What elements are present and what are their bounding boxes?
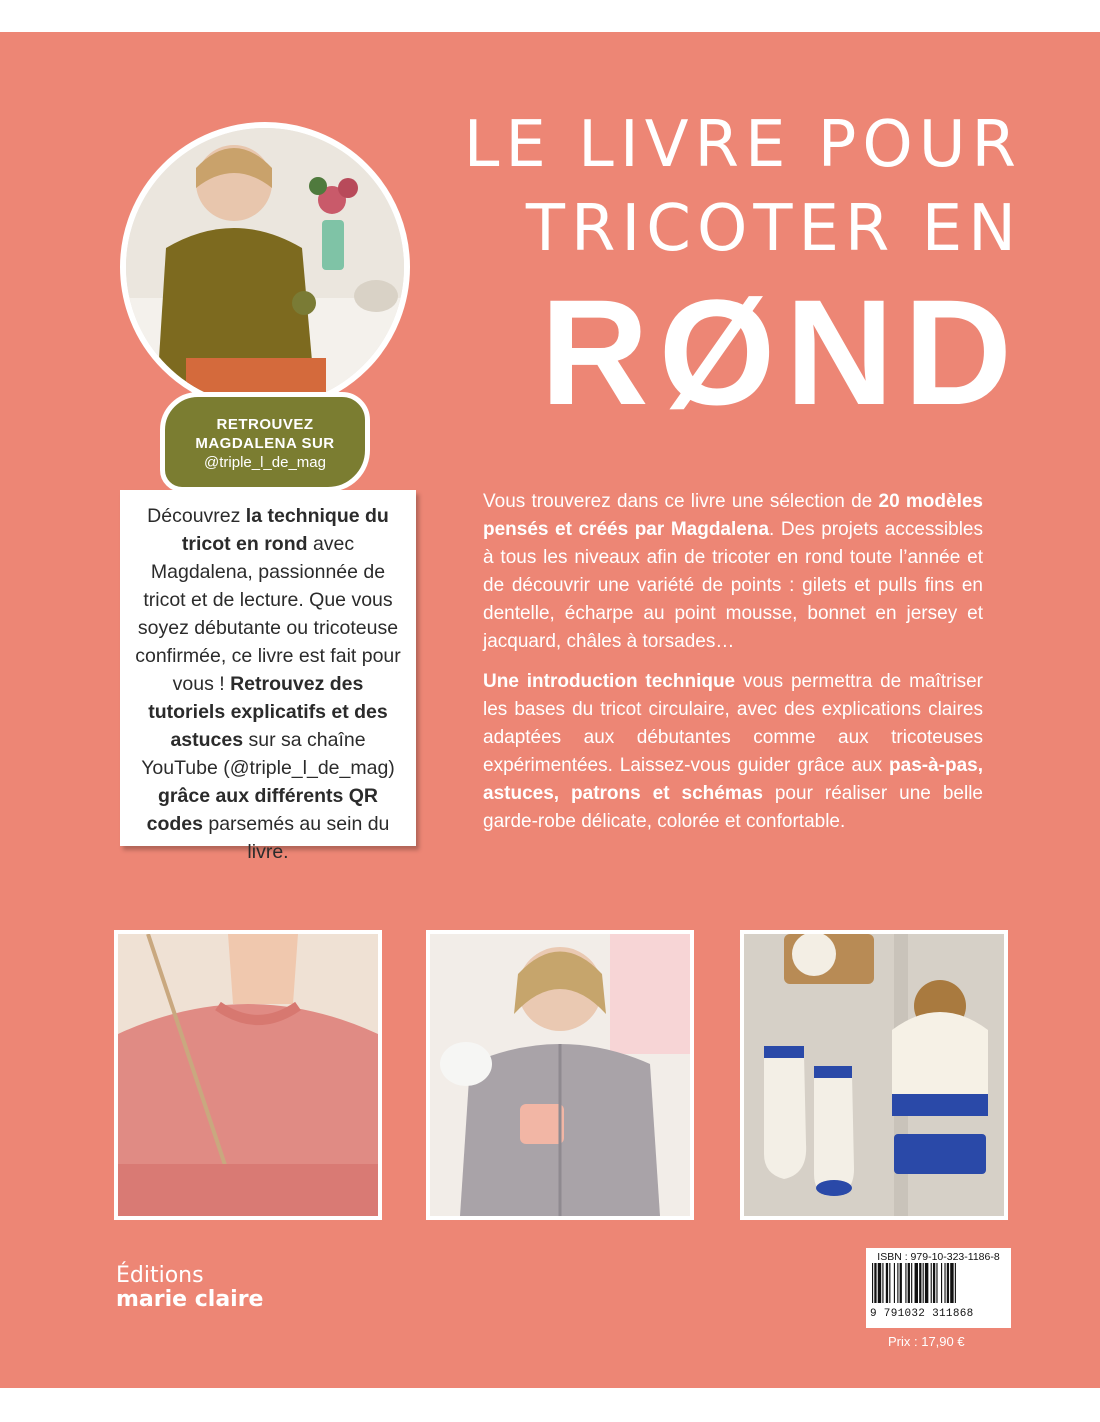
barcode-bar (900, 1263, 902, 1303)
p2-text-2: pour réaliser une belle garde-robe délicate, colorée et confortable. (483, 783, 983, 832)
publisher-logo (116, 1264, 263, 1312)
title-line-3: RØND (540, 268, 1022, 436)
author-portrait (120, 122, 410, 412)
photo-grey-cardigan (426, 930, 694, 1220)
description-paragraph-2 (483, 668, 983, 836)
barcode-bar (911, 1263, 912, 1303)
price: Prix : 17,90 € (888, 1334, 965, 1349)
photo-pink-sweater (114, 930, 382, 1220)
photo-socks-and-beanie (740, 930, 1008, 1220)
panel-bold-1: la technique du tricot en rond (181, 505, 389, 555)
barcode-bar (874, 1263, 876, 1303)
panel-bold-2: Retrouvez des tutoriels explicatifs et des astuces (148, 673, 388, 751)
author-social-bubble (160, 392, 370, 492)
barcode-bar (933, 1263, 935, 1303)
barcode-bar (950, 1263, 953, 1303)
barcode-bar (915, 1263, 918, 1303)
barcode-bar (944, 1263, 945, 1303)
barcode-bar (941, 1263, 942, 1303)
barcode-digits: 9 791032 311868 (870, 1308, 974, 1320)
barcode (866, 1248, 1011, 1328)
barcode-bar (894, 1263, 895, 1303)
barcode-bar (872, 1263, 873, 1303)
p1-text-1: Vous trouverez dans ce livre une sélection de (483, 491, 879, 512)
barcode-bars (870, 1263, 1007, 1303)
panel-text-4: parsemés au sein du livre. (202, 813, 390, 863)
description (483, 488, 983, 848)
publisher-line-2: marie claire (116, 1287, 264, 1312)
p2-bold-2: pas-à-pas, astuces, patrons et schémas (483, 755, 983, 804)
p1-text-2: . Des projets accessibles à tous les niveaux afin de tricoter en rond toute l’année et de découvrir une variété de points : gilets et pulls fins en dentelle, écharpe au point mousse, bonnet en jersey et jacquard, châles à torsades… (483, 519, 983, 652)
barcode-bar (889, 1263, 890, 1303)
barcode-bar (947, 1263, 949, 1303)
p2-bold-1: Une introduction technique (483, 671, 736, 692)
p1-bold-1: 20 modèles pensés et créés par Magdalena (483, 491, 983, 540)
barcode-bar (919, 1263, 921, 1303)
barcode-bar (886, 1263, 888, 1303)
bubble-line-1: RETROUVEZ (216, 416, 314, 433)
barcode-bar (936, 1263, 937, 1303)
title-line-2: TRICOTER EN (525, 192, 1022, 266)
barcode-bar (923, 1263, 924, 1303)
book-back-cover (0, 32, 1100, 1388)
isbn-text: ISBN : 979-10-323-1186-8 (877, 1251, 1000, 1263)
title-line-1: LE LIVRE POUR (463, 108, 1022, 182)
barcode-bar (878, 1263, 881, 1303)
bubble-line-3: @triple_l_de_mag (204, 454, 326, 471)
panel-text-1: Découvrez (147, 505, 246, 527)
publisher-line-1: Éditions (116, 1263, 204, 1288)
panel-text-3: sur sa chaîne YouTube (@triple_l_de_mag) (141, 729, 395, 779)
barcode-bar (897, 1263, 898, 1303)
barcode-bar (908, 1263, 910, 1303)
p2-text-1: vous permettra de maîtriser les bases du tricot circulaire, avec des explications claires adaptées aux débutantes comme aux tricoteuses expérimentées. Laissez-vous guider grâce aux (483, 671, 983, 776)
description-paragraph-1 (483, 488, 983, 656)
panel-text-2: avec Magdalena, passionnée de tricot et de lecture. Que vous soyez débutante ou tricoteuse confirmée, ce livre est fait pour vous ! (135, 533, 401, 695)
intro-panel (120, 490, 416, 863)
barcode-bar (955, 1263, 956, 1303)
bubble-line-2: MAGDALENA SUR (195, 435, 335, 452)
barcode-bar (925, 1263, 928, 1303)
barcode-bar (905, 1263, 906, 1303)
barcode-bar (882, 1263, 883, 1303)
barcode-bar (931, 1263, 932, 1303)
panel-bold-3: grâce aux différents QR codes (146, 785, 378, 835)
